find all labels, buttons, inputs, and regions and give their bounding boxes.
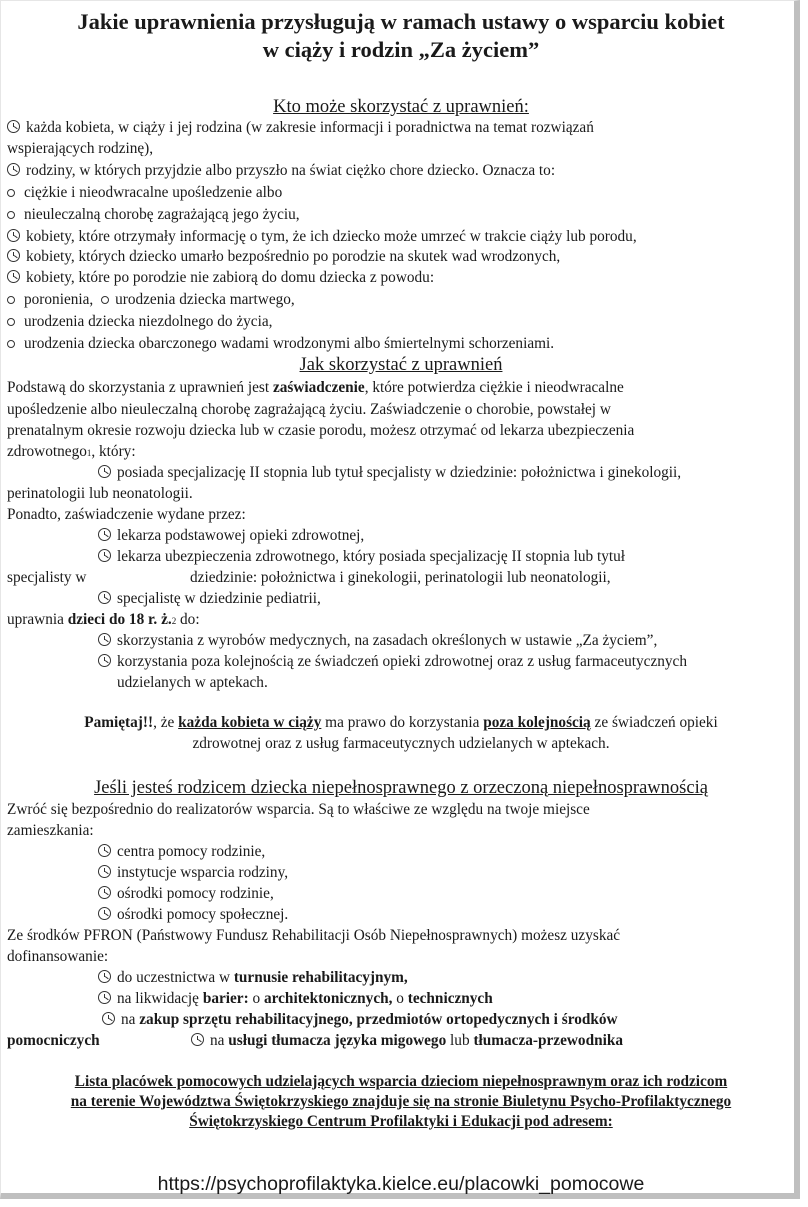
clock-icon xyxy=(98,633,111,646)
list-item: do uczestnictwa w turnusie rehabilitacyjnym, xyxy=(98,969,408,987)
resource-url-link[interactable]: https://psychoprofilaktyka.kielce.eu/placowki_pomocowe xyxy=(157,1173,645,1195)
list-item: centra pomocy rodzinie, xyxy=(98,843,265,861)
circle-bullet-icon xyxy=(101,296,109,304)
list-item: kobiety, które otrzymały informację o tym, że ich dziecko może umrzeć w trakcie ciąży lub porodu, xyxy=(7,228,637,246)
paragraph-line: zdrowotnego1, który: xyxy=(7,443,136,460)
list-item: każda kobieta, w ciąży i jej rodzina (w zakresie informacji i poradnictwa na temat rozwiązań xyxy=(7,119,594,137)
footer-line-3: Świętokrzyskiego Centrum Profilaktyki i Edukacji pod adresem: xyxy=(189,1113,613,1130)
sub-list-item: urodzenia dziecka obarczonego wadami wrodzonymi albo śmiertelnymi schorzeniami. xyxy=(7,335,554,353)
paragraph-line: Ponadto, zaświadczenie wydane przez: xyxy=(7,506,246,523)
list-item: kobiety, których dziecko umarło bezpośrednio po porodzie na skutek wad wrodzonych, xyxy=(7,248,560,266)
paragraph-line: uprawnia dzieci do 18 r. ż.2 do: xyxy=(7,611,200,628)
clock-icon xyxy=(98,844,111,857)
footer-line-1: Lista placówek pomocowych udzielających wsparcia dzieciom niepełnosprawnym oraz ich rodzicom xyxy=(74,1073,728,1090)
clock-icon xyxy=(98,654,111,667)
clock-icon xyxy=(98,991,111,1004)
list-item: ośrodki pomocy rodzinie, xyxy=(98,885,274,903)
footer-line-2: na terenie Województwa Świętokrzyskiego znajduje się na stronie Biuletynu Psycho-Profilaktycznego xyxy=(70,1093,732,1110)
clock-icon xyxy=(98,865,111,878)
list-item: rodziny, w których przyjdzie albo przyszło na świat ciężko chore dziecko. Oznacza to: xyxy=(7,162,555,180)
remember-note-line-1: Pamiętaj!!, że każda kobieta w ciąży ma prawo do korzystania poza kolejnością ze świadczeń opieki xyxy=(84,714,718,731)
sub-list-item: poronienia, urodzenia dziecka martwego, xyxy=(7,291,295,309)
paragraph-line: Zwróć się bezpośrednio do realizatorów wsparcia. Są to właściwe ze względu na twoje miejsce xyxy=(7,801,590,818)
clock-icon xyxy=(98,465,111,478)
clock-icon xyxy=(7,120,20,133)
clock-icon xyxy=(7,229,20,242)
list-item: na zakup sprzętu rehabilitacyjnego, przedmiotów ortopedycznych i środków xyxy=(102,1011,618,1029)
section-heading-how: Jak skorzystać z uprawnień xyxy=(299,355,503,375)
clock-icon xyxy=(98,907,111,920)
clock-icon xyxy=(98,528,111,541)
paragraph-line: dofinansowanie: xyxy=(7,948,109,965)
circle-bullet-icon xyxy=(7,318,15,326)
section-heading-parents: Jeśli jesteś rodzicem dziecka niepełnosprawnego z orzeczoną niepełnosprawnością xyxy=(94,778,708,798)
list-item-continuation: dziedzinie: położnictwa i ginekologii, perinatologii lub neonatologii, xyxy=(190,569,611,586)
clock-icon xyxy=(191,1033,204,1046)
clock-icon xyxy=(7,163,20,176)
list-item: skorzystania z wyrobów medycznych, na zasadach określonych w ustawie „Za życiem”, xyxy=(98,632,657,650)
paragraph-line: prenatalnym okresie rozwoju dziecka lub w czasie porodu, możesz otrzymać od lekarza ubezpieczenia xyxy=(7,422,635,439)
section-heading-who: Kto może skorzystać z uprawnień: xyxy=(273,97,529,117)
sub-list-item: urodzenia dziecka niezdolnego do życia, xyxy=(7,313,272,331)
clock-icon xyxy=(98,970,111,983)
paragraph-line: zamieszkania: xyxy=(7,822,94,839)
clock-icon xyxy=(7,249,20,262)
list-item: na usługi tłumacza języka migowego lub tłumacza-przewodnika xyxy=(191,1032,623,1050)
clock-icon xyxy=(98,549,111,562)
list-item: ośrodki pomocy społecznej. xyxy=(98,906,288,924)
paragraph-line: upośledzenie albo nieuleczalną chorobę zagrażającą życiu. Zaświadczenie o chorobie, powstałej w xyxy=(7,401,611,418)
list-item: instytucje wsparcia rodziny, xyxy=(98,864,288,882)
page-title-line-2: w ciąży i rodzin „Za życiem” xyxy=(262,37,540,62)
page-title-line-1: Jakie uprawnienia przysługują w ramach ustawy o wsparciu kobiet xyxy=(77,9,725,34)
list-item-continuation: pomocniczych xyxy=(7,1032,100,1049)
list-item: lekarza podstawowej opieki zdrowotnej, xyxy=(98,527,364,545)
remember-note-line-2: zdrowotnej oraz z usług farmaceutycznych udzielanych w aptekach. xyxy=(192,735,610,752)
list-item: korzystania poza kolejnością ze świadczeń opieki zdrowotnej oraz z usług farmaceutycznych xyxy=(98,653,687,671)
list-item: lekarza ubezpieczenia zdrowotnego, który posiada specjalizację II stopnia lub tytuł xyxy=(98,548,625,566)
list-item-continuation: wspierających rodzinę), xyxy=(7,140,154,157)
list-item-continuation: specjalisty w xyxy=(7,569,87,586)
sub-list-item: ciężkie i nieodwracalne upośledzenie albo xyxy=(7,184,282,202)
clock-icon xyxy=(98,886,111,899)
sub-list-item: nieuleczalną chorobę zagrażającą jego życiu, xyxy=(7,206,300,224)
clock-icon xyxy=(98,591,111,604)
paragraph-line: Podstawą do skorzystania z uprawnień jest zaświadczenie, które potwierdza ciężkie i nieodwracalne xyxy=(7,379,624,396)
paragraph-line: Ze środków PFRON (Państwowy Fundusz Rehabilitacji Osób Niepełnosprawnych) możesz uzyskać xyxy=(7,927,621,944)
list-item-continuation: perinatologii lub neonatologii. xyxy=(7,485,193,502)
clock-icon xyxy=(7,270,20,283)
list-item: kobiety, które po porodzie nie zabiorą do domu dziecka z powodu: xyxy=(7,269,434,287)
circle-bullet-icon xyxy=(7,296,15,304)
list-item-continuation: udzielanych w aptekach. xyxy=(117,674,268,691)
circle-bullet-icon xyxy=(7,340,15,348)
list-item: specjalistę w dziedzinie pediatrii, xyxy=(98,590,321,608)
circle-bullet-icon xyxy=(7,189,15,197)
list-item: posiada specjalizację II stopnia lub tytuł specjalisty w dziedzinie: położnictwa i ginekologii, xyxy=(98,464,681,482)
list-item: na likwidację barier: o architektonicznych, o technicznych xyxy=(98,990,493,1008)
clock-icon xyxy=(102,1012,115,1025)
circle-bullet-icon xyxy=(7,211,15,219)
